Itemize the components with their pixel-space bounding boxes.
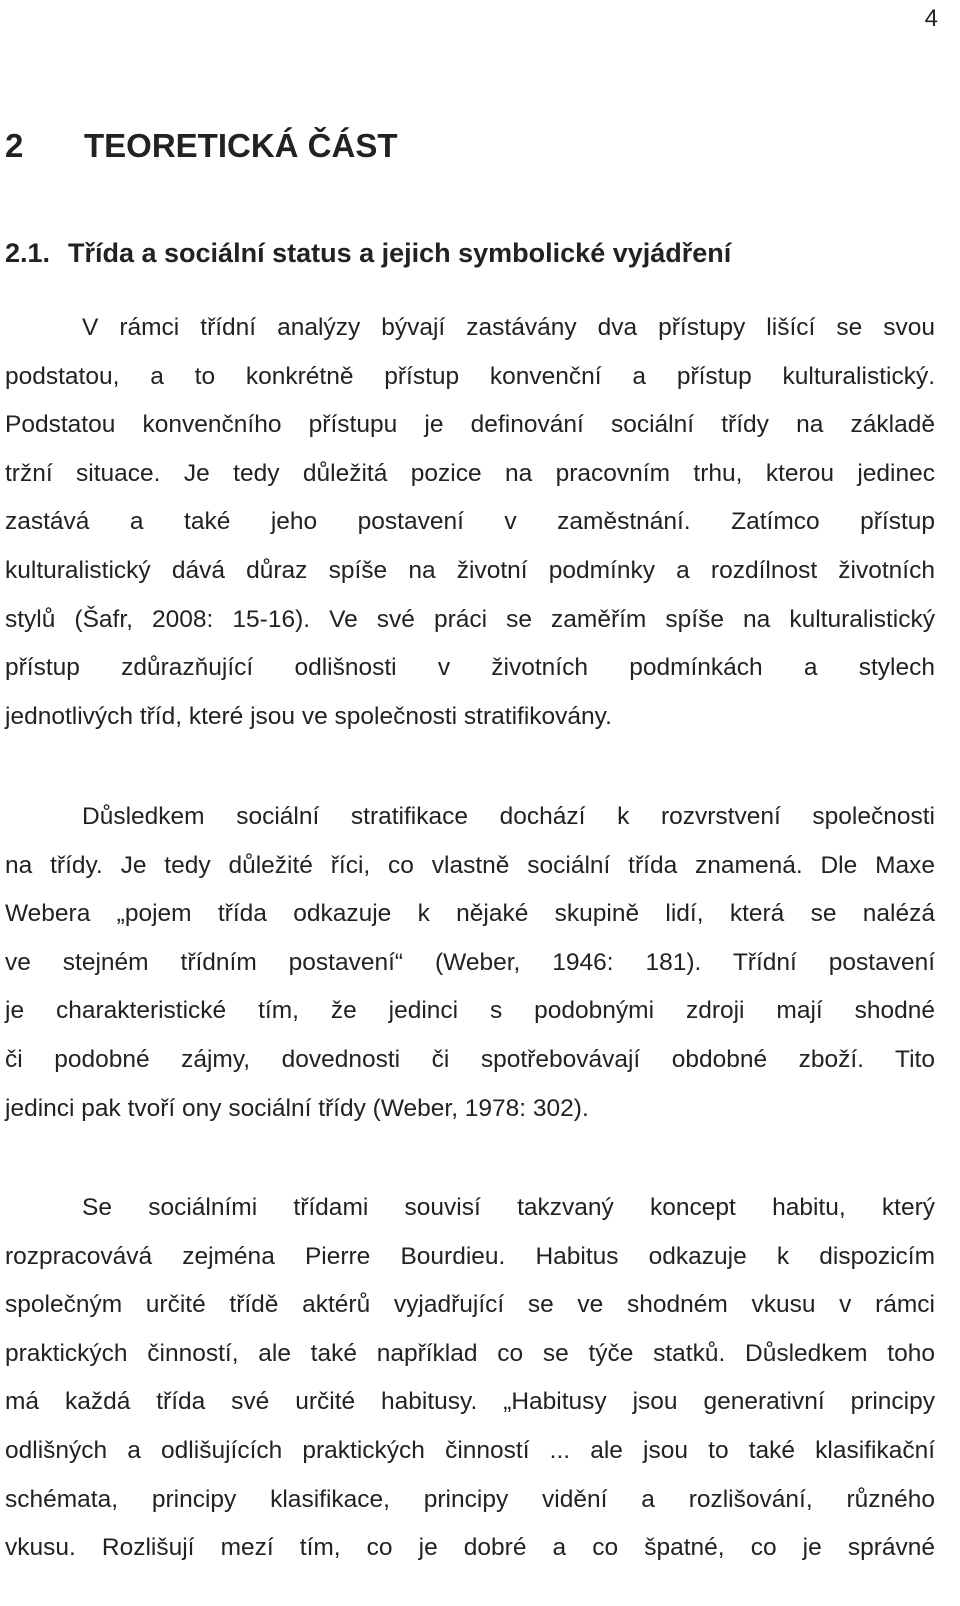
paragraph-line: přístup zdůrazňující odlišnosti v životních podmínkách a stylech (5, 654, 935, 682)
paragraph-line: vkusu. Rozlišují mezí tím, co je dobré a co špatné, co je správné (5, 1534, 935, 1562)
paragraph-line: je charakteristické tím, že jedinci s podobnými zdroji mají shodné (5, 997, 935, 1025)
paragraph-line: kulturalistický dává důraz spíše na životní podmínky a rozdílnost životních (5, 556, 935, 584)
paragraph-line: podstatou, a to konkrétně přístup konvenční a přístup kulturalistický. (5, 362, 935, 390)
chapter-heading (5, 126, 398, 166)
paragraph-line: stylů (Šafr, 2008: 15-16). Ve své práci se zaměřím spíše na kulturalistický (5, 605, 935, 633)
paragraph-line: praktických činností, ale také například co se týče statků. Důsledkem toho (5, 1339, 935, 1367)
paragraph-habitus (5, 1184, 935, 1573)
paragraph-line: ve stejném třídním postavení“ (Weber, 1946: 181). Třídní postavení (5, 948, 935, 976)
section-heading (5, 236, 731, 270)
paragraph-line: V rámci třídní analýzy bývají zastávány dva přístupy lišící se svou (82, 314, 935, 341)
paragraph-line: schémata, principy klasifikace, principy vidění a rozlišování, různého (5, 1485, 935, 1513)
paragraph-line: rozpracovává zejména Pierre Bourdieu. Habitus odkazuje k dispozicím (5, 1242, 935, 1270)
paragraph-line: odlišných a odlišujících praktických činností ... ale jsou to také klasifikační (5, 1436, 935, 1464)
page-number: 4 (924, 5, 938, 32)
section-title: Třída a sociální status a jejich symbolické vyjádření (68, 238, 732, 268)
chapter-number: 2 (5, 127, 24, 164)
paragraph-line: Se sociálními třídami souvisí takzvaný koncept habitu, který (82, 1194, 935, 1221)
paragraph-line: na třídy. Je tedy důležité říci, co vlastně sociální třída znamená. Dle Maxe (5, 851, 935, 879)
paragraph-line: zastává a také jeho postavení v zaměstnání. Zatímco přístup (5, 508, 935, 536)
paragraph-line: Webera „pojem třída odkazuje k nějaké skupině lidí, která se nalézá (5, 900, 935, 928)
paragraph-line: společným určité třídě aktérů vyjadřující se ve shodném vkusu v rámci (5, 1291, 935, 1319)
chapter-title: TEORETICKÁ ČÁST (84, 127, 398, 164)
paragraph-weber-class (5, 793, 935, 1133)
section-number: 2.1. (5, 238, 51, 268)
paragraph-line: Důsledkem sociální stratifikace dochází k rozvrstvení společnosti (82, 803, 935, 830)
paragraph-line: Podstatou konvenčního přístupu je definování sociální třídy na základě (5, 411, 935, 439)
paragraph-line: či podobné zájmy, dovednosti či spotřebovávají obdobné zboží. Tito (5, 1045, 935, 1073)
paragraph-line: jedinci pak tvoří ony sociální třídy (Weber, 1978: 302). (5, 1094, 589, 1122)
paragraph-line: má každá třída své určité habitusy. „Habitusy jsou generativní principy (5, 1388, 935, 1416)
paragraph-class-approaches (5, 304, 935, 741)
paragraph-line: tržní situace. Je tedy důležitá pozice na pracovním trhu, kterou jedinec (5, 459, 935, 487)
paragraph-line: jednotlivých tříd, které jsou ve společnosti stratifikovány. (5, 702, 612, 730)
